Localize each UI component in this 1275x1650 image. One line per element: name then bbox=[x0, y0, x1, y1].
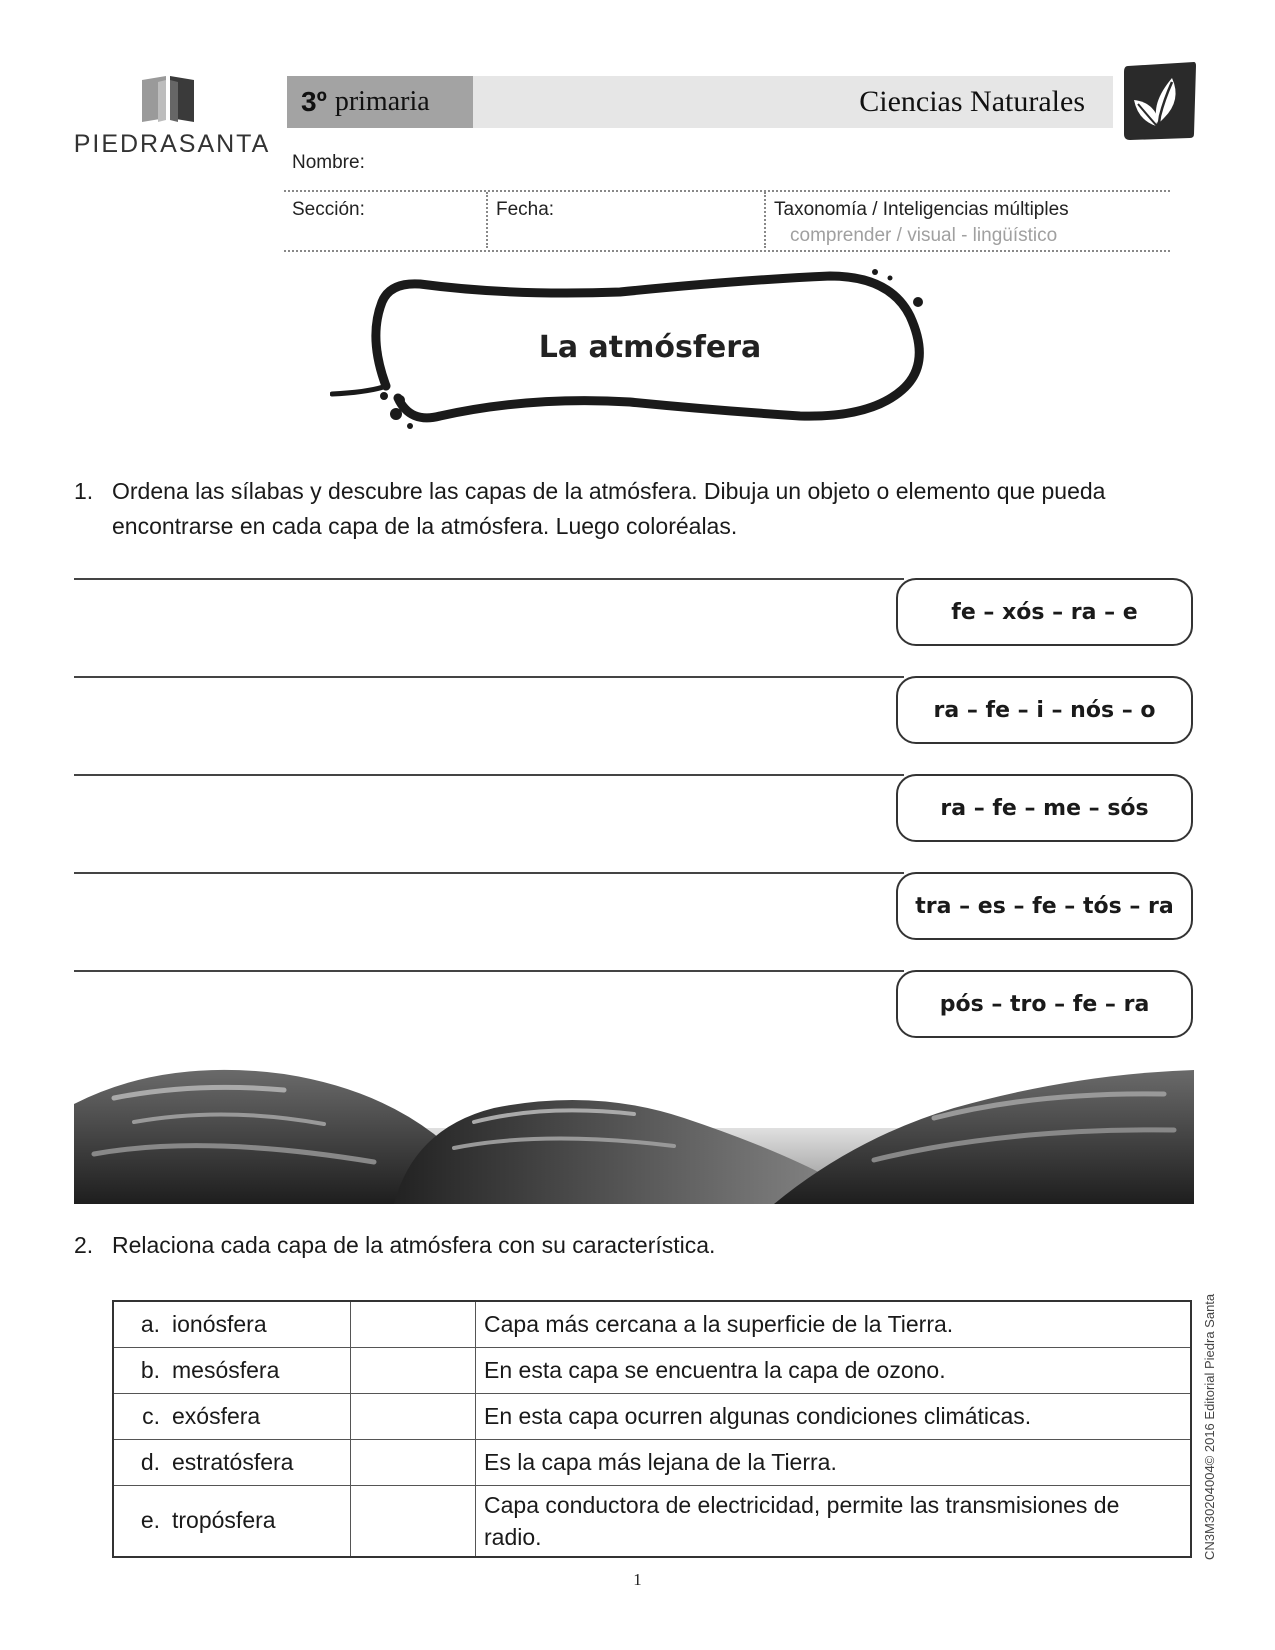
grade-label bbox=[287, 76, 473, 128]
row-letter: c. bbox=[113, 1393, 164, 1439]
drawing-line bbox=[74, 774, 904, 776]
publisher-logo bbox=[72, 74, 272, 164]
table-row bbox=[113, 1301, 1191, 1347]
divider bbox=[486, 192, 488, 248]
answer-cell[interactable] bbox=[351, 1485, 476, 1557]
layer-name: tropósfera bbox=[164, 1485, 351, 1557]
drawing-line bbox=[74, 872, 904, 874]
question-2-text: Relaciona cada capa de la atmósfera con su característica. bbox=[112, 1232, 716, 1258]
syllable-box: pós – tro – fe – ra bbox=[896, 970, 1193, 1038]
row-letter: a. bbox=[113, 1301, 164, 1347]
answer-cell[interactable] bbox=[351, 1347, 476, 1393]
drawing-line bbox=[74, 578, 904, 580]
table-row bbox=[113, 1485, 1191, 1557]
leaf-icon bbox=[1120, 60, 1198, 142]
subject-title bbox=[473, 76, 1113, 128]
section-field-label: Sección: bbox=[292, 199, 365, 220]
page-number: 1 bbox=[633, 1570, 642, 1589]
syllable-box: fe – xós – ra – e bbox=[896, 578, 1193, 646]
divider bbox=[284, 250, 1170, 252]
question-1-line-2: encontrarse en cada capa de la atmósfera. Luego coloréalas. bbox=[112, 513, 738, 539]
layer-description: Capa conductora de electricidad, permite las transmisiones de radio. bbox=[476, 1485, 1192, 1557]
question-1-text bbox=[112, 474, 1202, 544]
layer-description: Capa más cercana a la superficie de la Tierra. bbox=[476, 1301, 1192, 1347]
layer-description: Es la capa más lejana de la Tierra. bbox=[476, 1439, 1192, 1485]
book-icon bbox=[72, 74, 272, 130]
copyright-note: CN3M30204004© 2016 Editorial Piedra Santa bbox=[1202, 1293, 1217, 1560]
layer-description: En esta capa ocurren algunas condiciones climáticas. bbox=[476, 1393, 1192, 1439]
brand-name: PIEDRASANTA bbox=[73, 130, 271, 158]
divider bbox=[764, 192, 766, 248]
answer-cell[interactable] bbox=[351, 1301, 476, 1347]
layer-name: ionósfera bbox=[164, 1301, 351, 1347]
table-row bbox=[113, 1347, 1191, 1393]
taxonomy-label: Taxonomía / Inteligencias múltiples bbox=[774, 199, 1069, 220]
syllable-box: ra – fe – i – nós – o bbox=[896, 676, 1193, 744]
grade-text: primaria bbox=[334, 86, 430, 117]
layer-name: estratósfera bbox=[164, 1439, 351, 1485]
row-letter: b. bbox=[113, 1347, 164, 1393]
answer-cell[interactable] bbox=[351, 1393, 476, 1439]
matching-table bbox=[112, 1300, 1192, 1558]
question-1-number: 1. bbox=[74, 478, 94, 504]
name-field-label: Nombre: bbox=[292, 152, 365, 173]
question-2-number: 2. bbox=[74, 1232, 94, 1258]
syllable-box: ra – fe – me – sós bbox=[896, 774, 1193, 842]
answer-cell[interactable] bbox=[351, 1439, 476, 1485]
table-row bbox=[113, 1393, 1191, 1439]
date-field-label: Fecha: bbox=[496, 199, 555, 220]
drawing-line bbox=[74, 970, 904, 972]
syllable-box: tra – es – fe – tós – ra bbox=[896, 872, 1193, 940]
layer-description: En esta capa se encuentra la capa de ozono. bbox=[476, 1347, 1192, 1393]
row-letter: d. bbox=[113, 1439, 164, 1485]
page-title: La atmósfera bbox=[538, 330, 762, 365]
row-letter: e. bbox=[113, 1485, 164, 1557]
grade-number: 3º bbox=[301, 86, 327, 117]
hills-illustration bbox=[74, 1068, 1194, 1204]
subject-text: Ciencias Naturales bbox=[859, 85, 1085, 118]
layer-name: exósfera bbox=[164, 1393, 351, 1439]
table-row bbox=[113, 1439, 1191, 1485]
layer-name: mesósfera bbox=[164, 1347, 351, 1393]
drawing-line bbox=[74, 676, 904, 678]
taxonomy-value: comprender / visual - lingüístico bbox=[790, 225, 1058, 246]
divider bbox=[284, 190, 1170, 192]
question-1-line-1: Ordena las sílabas y descubre las capas de la atmósfera. Dibuja un objeto o elemento que pueda bbox=[112, 478, 1106, 504]
